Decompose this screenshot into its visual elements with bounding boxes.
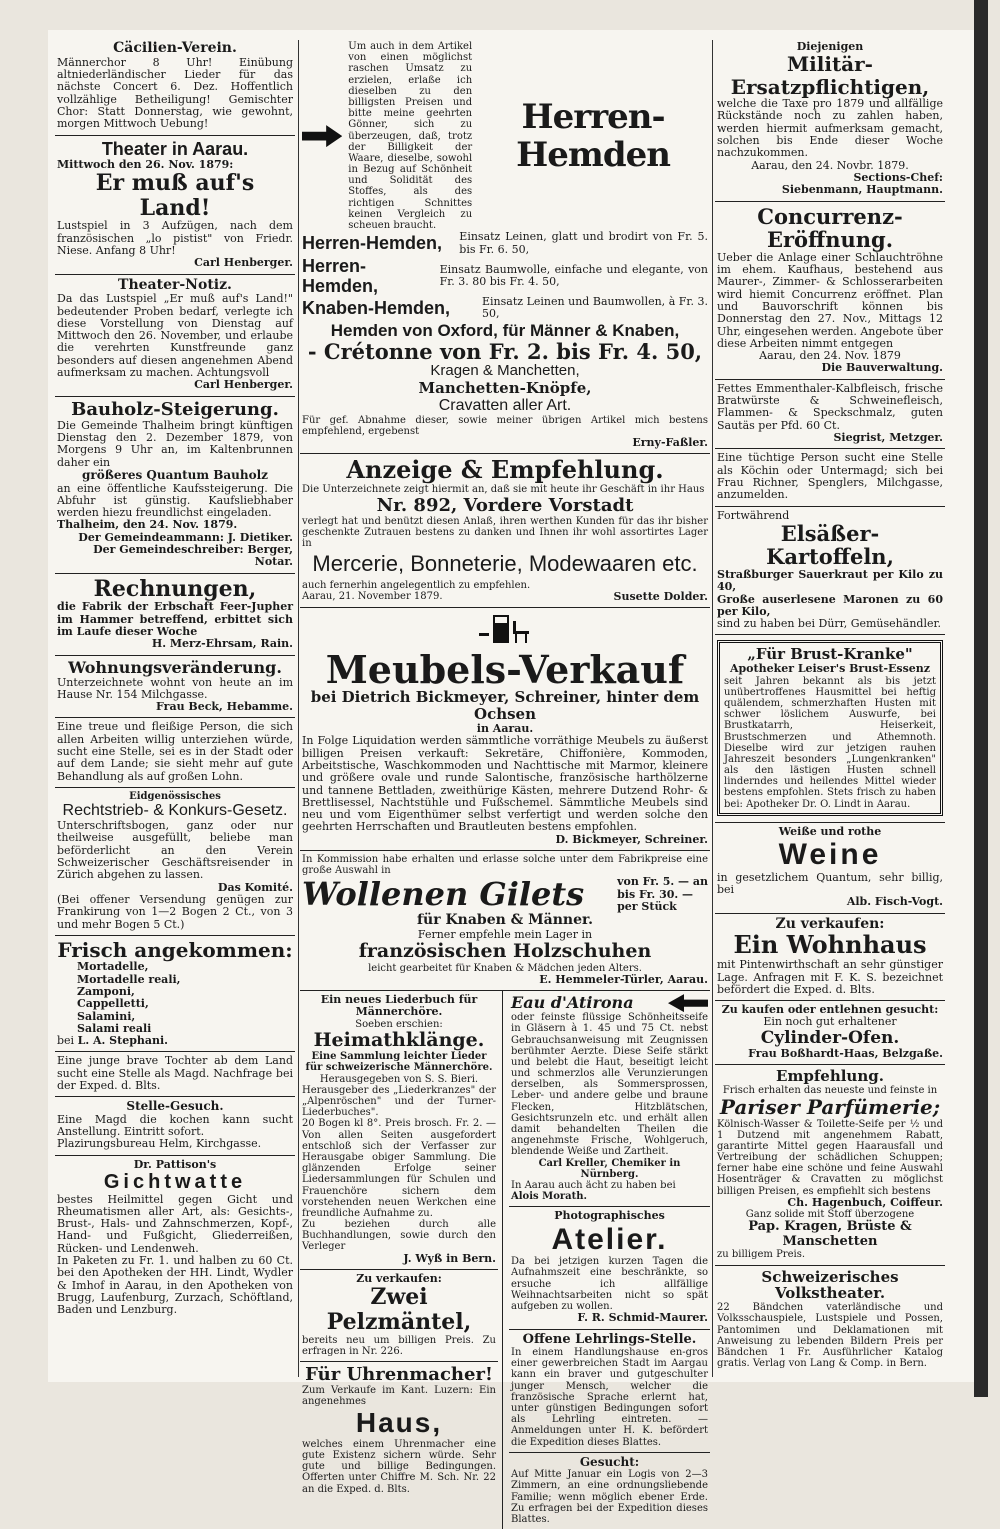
ad-caecilien: [55, 38, 295, 136]
ad-tochter: [55, 1052, 295, 1097]
ad-kicker: Photographisches: [554, 1209, 665, 1223]
ad-text: die Fabrik der Erbschaft Feer-Jupher im Hammer betreffend, erbittet sich im Laufe dieser Woche: [57, 600, 293, 638]
ad-title2: Haus,: [355, 1407, 443, 1439]
ad-signature: Siegrist, Metzger.: [833, 431, 943, 444]
list-item: Mortadelle reali,: [77, 972, 181, 986]
ad-place: Aarau, den 24. Nov. 1879: [759, 349, 901, 363]
gilets-prices: [617, 876, 708, 913]
ad-title: Für Uhrenmacher!: [305, 1363, 493, 1385]
ad-text: Ganz solide mit Stoff überzogene: [745, 1209, 915, 1221]
ad-concurrenz: [715, 202, 945, 380]
ad-text: zu billigem Preis.: [717, 1249, 805, 1261]
ad-text: Lustspiel in 3 Aufzügen, nach dem französischen „lo pistist" von Friedr. Niese. Anfang 8 Uhr!: [57, 219, 293, 257]
ad-signature: Alois Morath.: [511, 1191, 587, 1203]
ad-kicker: Diejenigen: [796, 40, 864, 53]
pointing-hand-icon: [668, 994, 708, 1012]
ad-brust: [715, 635, 945, 822]
ad-intro: Um auch in dem Artikel von einen möglichst raschen Umsatz zu erzielen, erlaße ich dieselben zu den billigsten Preisen und bitte meine geehrten Gönner, sich zu überzeugen, daß, trotz der Billigkeit der Waare, dieselbe, sowohl in Bezug auf Schönheit und Solidität des Stoffes, als des richtigen Schnittes keinen Vergleich zu scheuen braucht.: [348, 41, 473, 231]
ad-signature: H. Merz-Ehrsam, Rain.: [151, 637, 293, 651]
ad-theater-notiz: [55, 275, 295, 397]
pointing-hand-icon: [302, 125, 342, 147]
ad-theater: [55, 136, 295, 275]
ad-title: Weine: [778, 838, 882, 872]
price-unit: per Stück: [617, 900, 677, 914]
ad-meubel: [300, 608, 710, 851]
ad-signature: Ch. Hagenbuch, Coiffeur.: [787, 1195, 943, 1209]
ad-text: bereits neu um billigen Preis. Zu erfragen in Nr. 226.: [302, 1334, 496, 1357]
ad-kicker: Zu verkaufen:: [775, 915, 885, 932]
ad-title: Heimathklänge.: [313, 1028, 485, 1051]
ad-text: oder feinste flüssige Schönheitsseife in Gläsern à 1. 45 und 75 Ct. nebst Gebrauchsanweisung mit Zeugnissen berühmter Aerzte. Diese Seife stärkt und belebt die Haut, beseitigt leicht und schmerzlos alle Verunzierungen derselben, als Sommersprossen, Leber- und andere gelbe und braune Flecken, Hitzblätschen, Gesichtsrunzeln etc. und erhält allen damit behandelten Theilen die angenehmste Frische, Wohlgeruch, blendende Weiße und Zartheit.: [511, 1012, 708, 1158]
ad-text: Zum Verkaufe im Kant. Luzern: Ein angenehmes: [302, 1385, 496, 1408]
atirona-header: [511, 994, 708, 1012]
ad-text: mit Pintenwirthschaft an sehr günstiger Lage. Anfragen mit F. K. S. bezeichnet befördert die Exped. d. Blts.: [717, 958, 943, 996]
ad-line: Große auserlesene Maronen zu 60 per Kilo,: [717, 592, 943, 618]
ad-text: welche die Taxe pro 1879 und allfällige Rückstände noch zu zahlen haben, werden hiermit aufmerksam gemacht, solchen bis Ende dieser Woche nachzukommen.: [717, 97, 943, 160]
ad-title: Wollenen Gilets: [302, 875, 585, 914]
ad-signature: Carl Henberger.: [194, 378, 293, 392]
ad-title: Theater-Notiz.: [118, 276, 232, 293]
ad-signature: F. R. Schmid-Maurer.: [577, 1311, 708, 1325]
list-item: Salami reali: [77, 1021, 152, 1035]
ad-text: Eine tüchtige Person sucht eine Stelle als Köchin oder Untermagd; sich bei Frau Richner, Spenglers, Milchgasse, anzumelden.: [717, 451, 943, 502]
ad-title: Theater in Aarau.: [101, 138, 249, 159]
ad-text: in gesetzlichem Quantum, sehr billig, bei: [717, 870, 943, 897]
ad-title: Rechtstrieb- & Konkurs-Gesetz.: [62, 802, 288, 820]
ad-anzeige: [300, 454, 710, 608]
ad-kicker: Zu kaufen oder entlehnen gesucht:: [721, 1003, 939, 1017]
row-name: Herren-Hemden,: [302, 233, 443, 254]
ad-play: Er muß auf's Land!: [95, 170, 255, 221]
ad-subtitle: Eine Sammlung leichter Lieder für schweizerische Männerchöre.: [305, 1051, 493, 1074]
ad-intro: In Kommission habe erhalten und erlasse solche unter dem Fabrikpreise eine große Auswahl in: [302, 854, 708, 877]
ad-text: Ferner empfehle mein Lager in: [417, 928, 593, 942]
ad-text: verlegt hat und benützt diesen Anlaß, ihren werthen Kunden für das ihr bisher geschenkte Zutrauen bestens zu danken und Ihnen ihr wohl assortirtes Lager in: [302, 515, 708, 550]
ad-sub: bei Dietrich Bickmeyer, Schreiner, hinter dem Ochsen: [310, 688, 700, 724]
ad-text: Die Unterzeichnete zeigt hiermit an, daß sie mit heute ihr Geschäft in ihr Haus: [302, 484, 705, 496]
row-name: Herren-Hemden,: [302, 255, 379, 296]
ad-volkstheater: [715, 1266, 945, 1374]
ad-ofen: [715, 1001, 945, 1065]
ad-text: Auf Mitte Januar ein Logis von 2—3 Zimmern, an eine ordnungsliebende Familie; wenn möglich ebener Erde. Zu erfragen bei der Expedition dieses Blattes.: [511, 1469, 708, 1525]
ad-fleisch: [715, 380, 945, 450]
ad-place: Aarau, 21. November 1879.: [302, 591, 443, 603]
ad-gesucht: [509, 1453, 710, 1529]
row-desc: Einsatz Leinen, glatt und brodirt von Fr. 5. bis Fr. 6. 50,: [459, 230, 708, 256]
ad-rechtstrieb: [55, 788, 295, 936]
ad-sub: für Knaben & Männer.: [417, 912, 593, 929]
ad-signature: Sections-Chef:: [853, 170, 943, 184]
ad-footer: [302, 591, 708, 603]
ad-text: leicht gearbeitet für Knaben & Mädchen jeden Alters.: [368, 962, 642, 974]
brust-frame: [717, 640, 943, 815]
ad-outro: Für gef. Abnahme dieser, sowie meiner übrigen Artikel mich bestens empfehlend, ergebenst: [302, 414, 708, 437]
ad-stelle: [55, 1097, 295, 1155]
ad-text: Da bei jetzigen kurzen Tagen die Aufnahmszeit eine beschränkte, so ersuche ich allfällige Weihnachtsarbeiten nicht so spät aufgeben zu wollen.: [511, 1256, 708, 1313]
ad-signature: Susette Dolder.: [613, 590, 708, 604]
ad-kicker: Fortwährend: [717, 508, 790, 522]
ad-gicht: [55, 1156, 295, 1321]
middle-right: [509, 991, 710, 1529]
ad-text: 20 Bogen kl 8°. Preis brosch. Fr. 2. — Von allen Seiten ausgefordert entschloß sich der Verfasser zur Herausgabe obiger Sammlung. Die glänzenden Erfolge seiner Liedersammlungen für Schulen und Frauenchöre sichern dem vorstehenden neuen Werkchen eine freundliche Aufnahme zu.: [302, 1118, 496, 1219]
ad-bei: [57, 1035, 293, 1047]
ad-kicker: Zu verkaufen:: [356, 1271, 442, 1285]
ad-uhren: [300, 1362, 498, 1499]
ad-place: Thalheim, den 24. Nov. 1879.: [57, 518, 238, 532]
ad-koechin: [715, 449, 945, 506]
scan-edge: [974, 0, 988, 1397]
ad-date: Mittwoch den 26. Nov. 1879:: [57, 157, 234, 171]
meubel-header: [302, 611, 708, 651]
ad-title: Ein Wohnhaus: [733, 930, 927, 960]
ad-atirona: [509, 991, 710, 1207]
ad-signature: D. Bickmeyer, Schreiner.: [555, 832, 708, 846]
ad-text: Da das Lustspiel „Er muß auf's Land!" bedeutender Proben bedarf, verlegte ich diese Vorstellung von Dienstag auf Mittwoch den 26. November, und erlaube die verehrten Kunstfreunde ganz besonders auf diesen angenehmen Abend aufmerksam zu machen. Achtungsvoll: [57, 292, 293, 380]
ad-text: welches einem Uhrenmacher eine gute Existenz sichern würde. Sehr gute und billige Bedingungen. Offerten unter Chiffre M. Sch. Nr. 22 an die Exped. d. Blts.: [302, 1438, 496, 1495]
ad-kicker: Dr. Pattison's: [133, 1157, 217, 1171]
price-to: bis Fr. 30. —: [617, 887, 694, 901]
column-rule: [298, 40, 299, 1377]
ad-text: Eine junge brave Tochter ab dem Land sucht eine Stelle als Magd. Nachfrage bei der Exped. d. Blts.: [57, 1054, 293, 1093]
ad-pelz: [300, 1270, 498, 1362]
ad-cretonne: - Crétonne von Fr. 2. bis Fr. 4. 50,: [307, 338, 703, 364]
ad-text: 22 Bändchen vaterländische und Volksschauspiele, Lustspiele und Possen, Pantomimen und Deklamationen mit Anweisung zu lebenden Bildern Preis per Bändchen 1 Fr. Ausführlicher Katalog gratis. Verlag von Lang & Comp. in Bern.: [717, 1302, 943, 1370]
column-middle: [300, 38, 710, 1525]
ad-note: (Bei offener Versendung genügen zur Frankirung von 1—2 Bogen 2 Ct., von 3 und mehr Bogen 5 Ct.): [57, 892, 293, 931]
ad-bold: größeres Quantum Bauholz: [82, 468, 268, 483]
ad-signature: Frau Beck, Hebamme.: [156, 700, 293, 714]
ad-kartoffel: [715, 507, 945, 636]
ad-text: In Paketen zu Fr. 1. und halben zu 60 Ct. bei den Apotheken der HH. Lindt, Wydler & Imhof in Aarau, in den Apotheken von Brugg, Laufenburg, Zurzach, Schöftland, Baden und Lenzburg.: [57, 1254, 293, 1317]
ad-title: Atelier.: [551, 1222, 668, 1256]
ad-title: Gesucht:: [579, 1454, 640, 1469]
ad-title2: Pariser Parfümerie;: [719, 1095, 941, 1120]
ad-wohnhaus: [715, 914, 945, 1001]
ad-line: Straßburger Sauerkraut per Kilo zu 40,: [717, 567, 943, 594]
ad-title: „Für Brust-Kranke": [747, 645, 913, 664]
ad-text: In Aarau auch ächt zu haben bei: [511, 1179, 676, 1191]
ad-title: Bauholz-Steigerung.: [71, 398, 279, 420]
ad-text: auch fernerhin angelegentlich zu empfehlen.: [302, 579, 531, 591]
ad-text: bestes Heilmittel gegen Gicht und Rheumatismen aller Art, als: Gesichts-, Brust-, Hals- und Zahnschmerzen, Kopf-, Hand- und Fußgicht, Gliederreißen, Rücken- und Lendenweh.: [57, 1192, 293, 1255]
ad-title: Anzeige & Empfehlung.: [346, 455, 664, 485]
ad-maker: Carl Kreller, Chemiker in Nürnberg.: [538, 1157, 681, 1180]
ad-title: Rechnungen,: [93, 575, 257, 602]
ad-title: Herren-Hemden: [516, 97, 670, 176]
ad-text: Eine Magd die kochen kann sucht Anstellung. Eintritt sofort.: [57, 1112, 293, 1139]
ad-weine: [715, 823, 945, 914]
ad-text: Frisch erhalten das neueste und feinste in: [722, 1084, 938, 1096]
ad-text: Fettes Emmenthaler-Kalbfleisch, frische Bratwürste & Schweinefleisch, Flammen- & Speckschmalz, guten Sautäs per Pfd. 60 Ct.: [717, 381, 943, 432]
list-item: Cappelletti,: [77, 997, 149, 1011]
ad-signature: Alb. Fisch-Vogt.: [846, 895, 943, 909]
ad-title: Eau d'Atirona: [511, 993, 634, 1013]
ad-text: Ueber die Anlage einer Schlauchtröhne im ehem. Kaufhaus, bestehend aus Maurer-, Zimmer- & Schlosserarbeiten wird hiemit Concurrenz eröffnet. Plan und Bauvorschrift können bis Donnerstag den 27. Nov., Mittags 12 Uhr, eingesehen werden. Angebote über diese Arbeiten nimmt entgegen: [717, 250, 943, 350]
ad-lieder: [300, 991, 498, 1270]
ad-place: Aarau, den 24. Novbr. 1879.: [751, 158, 909, 172]
ad-sub: Soeben erschien:: [355, 1018, 443, 1030]
ad-person: [55, 718, 295, 788]
ad-hemden: [300, 38, 710, 454]
ad-signature: E. Hemmeler-Türler, Aarau.: [539, 972, 708, 986]
ad-title: Schweizerisches Volkstheater.: [761, 1267, 899, 1303]
column-rule: [712, 40, 713, 1377]
ad-frisch: [55, 936, 295, 1053]
row-desc: Einsatz Leinen und Baumwollen, à Fr. 3. 50,: [482, 295, 708, 321]
price-from: von Fr. 5. — an: [617, 875, 708, 889]
ad-line: sind zu haben bei Dürr, Gemüsehändler.: [717, 617, 942, 631]
ad-signature: J. Wyß in Bern.: [403, 1251, 496, 1265]
ad-signature: Erny-Faßler.: [632, 436, 708, 450]
ad-signature: Die Bauverwaltung.: [821, 361, 943, 375]
ad-wohnung: [55, 656, 295, 719]
ad-title: Wohnungsveränderung.: [68, 657, 282, 677]
ad-gilets: [300, 851, 710, 991]
ad-text: Zu beziehen durch alle Buchhandlungen, sowie durch den Verleger: [302, 1219, 496, 1253]
hemden-row: [302, 231, 708, 256]
ad-text: In einem Handlungshause en-gros einer gewerbreichen Stadt im Aargau kann ein braver und gutgeschulter junger Mensch, welcher die französische Sprache erlernt hat, unter günstigen Bedingungen sofort als Lehrling eintreten. — Anmeldungen unter H. K. befördert die Expedition dieses Blattes.: [511, 1347, 708, 1448]
ad-title2: französischen Holzschuhen: [358, 940, 652, 963]
row-desc: Einsatz Baumwolle, einfache und elegante, von Fr. 3. 80 bis Fr. 4. 50,: [439, 262, 708, 288]
ad-text: Unterschriftsbogen, ganz oder nur theilweise ausgefüllt, beliebe man beförderlicht an den Verein Schweizerischer Geschäftsreisender in Zürich abgehen zu lassen.: [57, 819, 293, 882]
ad-text: Eine treue und fleißige Person, die sich allen Arbeiten willig unterziehen würde, sucht eine Stelle, sei es in der Stadt oder auf dem Lande; sie sieht mehr auf gute Behandlung als auf großen Lohn.: [57, 720, 293, 783]
ad-title: Concurrenz-Eröffnung.: [757, 203, 903, 253]
ad-text: Ein noch gut erhaltener: [763, 1015, 897, 1029]
ad-address: Nr. 892, Vordere Vorstadt: [376, 494, 634, 516]
list-item: Mortadelle,: [77, 960, 149, 974]
gilets-header: [302, 876, 708, 913]
ad-cravatten: Cravatten aller Art.: [438, 396, 572, 414]
ad-text: Kölnisch-Wasser & Toilette-Seife per ½ und 1 Dutzend mit angenehmem Rabatt, garantirte Mittel gegen Haarausfall und Vertreibung der schädlichen Schuppen; ferner habe eine schöne und feine Auswahl Hosenträger & Cravatten zu möglichst billigen Preisen, es empfiehlt sich bestens: [717, 1118, 943, 1197]
ad-text: seit Jahren bekannt als bis jetzt unübertroffenes Hausmittel bei heftig quälendem, schmerzhaften Husten mit schwer löslichem Auswurfe, bei Brustkatarrh, Heiserkeit, Brustschmerzen und Athemnoth. Dieselbe wird zur jetzigen rauhen Jahreszeit besonders „Lungenkranken" als den lästigen Husten schnell linderndes und heilendes Mittel wieder bestens empfohlen. Stets frisch zu haben bei: Apotheker Dr. O. Lindt in Aarau.: [724, 675, 936, 810]
ad-rechnungen: [55, 574, 295, 656]
ad-signature: Der Gemeindeammann: J. Dietiker.: [78, 530, 293, 544]
ad-title: Offene Lehrlings-Stelle.: [522, 1331, 697, 1347]
ad-title: Empfehlung.: [776, 1067, 884, 1086]
ad-title: Militär-Ersatzpflichtigen,: [730, 52, 930, 99]
ad-title: Cylinder-Ofen.: [760, 1027, 900, 1048]
ad-title: Gichtwatte: [103, 1171, 247, 1194]
ad-bei-word: bei: [57, 1034, 75, 1048]
ad-signature: Plazirungsbureau Helm, Kirchgasse.: [57, 1137, 262, 1151]
hemden-row: [302, 296, 708, 321]
ad-lehrling: [509, 1330, 710, 1453]
furniture-icon: [475, 611, 535, 651]
ad-author: Herausgegeben von S. S. Bieri.: [319, 1073, 479, 1085]
ad-text: Unterzeichnete wohnt von heute an im Hause Nr. 154 Milchgasse.: [57, 675, 293, 701]
column-right: [715, 38, 945, 1377]
ad-title: Meubels-Verkauf: [325, 647, 685, 693]
ad-title: Zwei Pelzmäntel,: [326, 1284, 472, 1335]
column-left: [55, 38, 295, 1377]
ad-oxford: Hemden von Oxford, für Männer & Knaben,: [330, 320, 680, 340]
ad-militaer: [715, 38, 945, 202]
ad-kicker: Eidgenössisches: [129, 791, 221, 802]
ad-title: Cäcilien-Verein.: [113, 40, 237, 56]
ad-kicker: Weiße und rothe: [778, 824, 882, 838]
ad-text: Herausgeber des „Liederkranzes" der „Alpenröschen" und der Turner-Liederbuches".: [302, 1084, 496, 1119]
list-item: Salamini,: [77, 1009, 136, 1023]
ad-bauholz: [55, 397, 295, 574]
ad-title: Stelle-Gesuch.: [126, 1099, 224, 1114]
row-name: Knaben-Hemden,: [302, 298, 451, 319]
ad-signature: Der Gemeindeschreiber: Berger, Notar.: [93, 543, 293, 569]
ad-city: in Aarau.: [476, 721, 534, 735]
ad-head: Ein neues Liederbuch für Männerchöre.: [320, 993, 478, 1019]
ad-title: Elsäßer-Kartoffeln,: [766, 520, 894, 570]
ad-signature: Carl Henberger.: [194, 256, 293, 270]
middle-left: [300, 991, 503, 1529]
ad-sub: Apotheker Leiser's Brust-Essenz: [729, 662, 931, 676]
ad-text: an eine öffentliche Kaufssteigerung. Die Abfuhr ist günstig. Kaufsliebhaber werden hiezu freundlichst eingeladen.: [57, 481, 293, 520]
ad-kragen: Kragen & Manchetten,: [430, 362, 580, 380]
ad-knoepfe: Manchetten-Knöpfe,: [418, 379, 592, 398]
ad-text: Männerchor 8 Uhr! Einübung altniederländischer Lieder für das nächste Concert 6. Dez. Hoffentlich vollzählige Betheiligung! Gemischter Chor: Statt Donnerstag, wie gewohnt, morgen Mittwoch Uebung!: [57, 55, 293, 131]
hemden-header: [302, 41, 708, 231]
ad-bold: Pap. Kragen, Brüste & Manschetten: [748, 1219, 912, 1249]
ad-title: Frisch angekommen:: [57, 937, 293, 962]
ad-signature: Das Komité.: [217, 880, 293, 894]
ad-empfehlung: [715, 1065, 945, 1265]
ad-text: Die Gemeinde Thalheim bringt künftigen Dienstag den 2. Dezember 1879, von Morgens 9 Uhr an, im Kaltenbrunnen daher ein: [57, 418, 293, 469]
hemden-row: [302, 256, 708, 296]
ad-goods: Mercerie, Bonneterie, Modewaaren etc.: [312, 551, 698, 577]
ad-signature: L. A. Stephani.: [77, 1034, 169, 1048]
list-item: Zamponi,: [77, 984, 135, 998]
ad-text: In Folge Liquidation werden sämmtliche vorräthige Meubels zu äußerst billigen Preisen verkauft: Sekretäre, Chiffonière, Kommoden, Arbeitstische, Waschkommoden und Nachttische mit Marmor, kleinere und größere ovale und runde Salontische, französische harthölzerne und tannene Bettladen, zweithürige Kästen, mehrere Dutzend Rohr- & Brettlisessel, Nachtstühle und Fußschemel. Sämmtliche Meubels sind neu und vom Eigenthümer selbst verfertigt und werden solche den geehrten Herrschaften und Brautleuten bestens empfohlen.: [302, 734, 708, 834]
ad-atelier: [509, 1207, 710, 1329]
middle-split: [300, 991, 710, 1529]
ad-signature: Siebenmann, Hauptmann.: [781, 183, 943, 197]
ad-signature: Frau Boßhardt-Haas, Belzgaße.: [748, 1046, 943, 1060]
